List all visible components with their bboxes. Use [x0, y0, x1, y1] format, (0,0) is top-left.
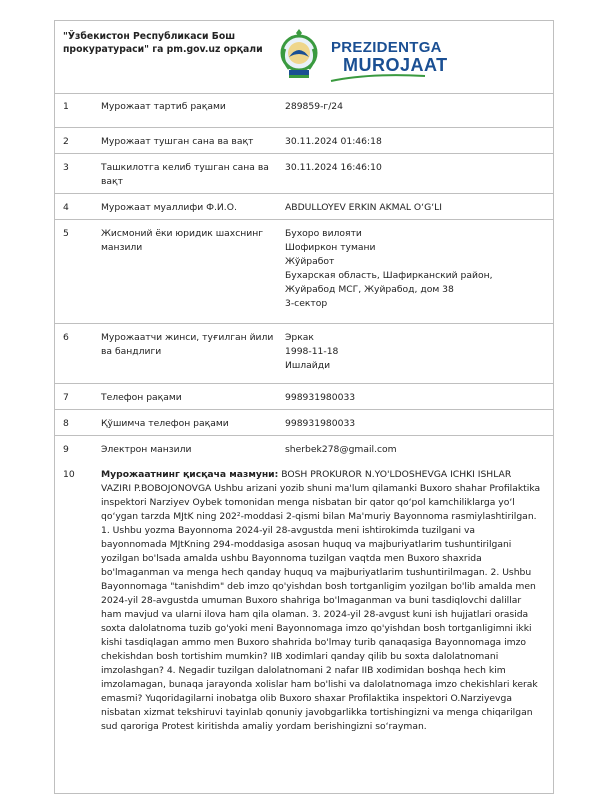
row-number: 2 [55, 127, 95, 153]
row-label: Мурожаат тушган сана ва вақт [95, 127, 285, 153]
table-row [55, 93, 553, 127]
table-row [55, 383, 553, 409]
appeal-document [54, 20, 554, 794]
appeal-details-table [55, 93, 553, 738]
state-emblem-icon [277, 29, 321, 83]
summary-label: Мурожаатнинг қисқача мазмуни: [101, 468, 279, 480]
row-value-line: Эркак [285, 331, 314, 343]
row-value [285, 127, 553, 153]
row-value [285, 323, 553, 383]
row-label: Мурожаатчи жинси, туғилган йили ва бандлиги [95, 323, 285, 383]
row-value [285, 93, 553, 127]
row-number: 4 [55, 193, 95, 219]
row-value [285, 383, 553, 409]
row-label: Жисмоний ёки юридик шахснинг манзили [95, 219, 285, 323]
row-number: 6 [55, 323, 95, 383]
summary-text: BOSH PROKUROR N.YO'LDOSHEVGA ICHKI ISHLAR VAZIRI P.BOBOJONOVGA Ushbu arizani yozib shuni ma'lum qilamanki Buxoro shahar Profilaktika inspektori Narziyev Oybek tomonidan menga nisbatan bir qator qo‘pol kamchiliklarga yo‘l qo‘ygan tarzda MJtK ning 202²-moddasi 2-qismi bilan Ma'muriy Bayonnoma rasmiylashtirilgan. 1. Ushbu yozma Bayonnoma 2024-yil 28-avgustda meni ishtirokimda tuzilgani va bayonnomada MJtKning 294-moddasiga asosan huquq va majburiyatlarim tushuntirilgani yozilgan bo'lsada amalda ushbu Bayonnoma tuzilgan vaqtda men Buxoro shaxrida bo'lmaganman va menga hech qanday huquq va majburiyatlarim tushuntirilmagan. 2. Ushbu Bayonnomaga "tanishdim" deb imzo qo'yishdan bosh tortganligim yozilgan bo'lib amalda men 2024-yil 28-avgustda umuman Buxoro shahriga bo'lmaganman va buni tasdiqlovchi dalillar ham mavjud va ularni ilova ham qila olaman. 3. 2024-yil 28-avgust kuni ish hujjatlari orasida soxta dalolatnoma tuzib go'yoki meni Bayonnomaga imzo qo'yishdan bosh tortganligimni ikki kishi tasdiqlagan ammo men Buxoro shahrida bo'lmay turib qanaqasiga Bayonnomaga imzo chekishdan bosh tortishim mumkin? IIB xodimlari qanday qilib bu soxta dalolatnomani imzolashgan? 4. Negadir tuzilgan dalolatnomani 2 nafar IIB xodimidan boshqa hech kim imzolamagan, bunaqa jarayonda xolislar ham bo'lishi va dalolatnomaga imzo chekishlari kerak emasmi? Yuqoridagilarni inobatga olib Buxoro shaxar Profilaktika inspektori O.Narziyevga nisbatan xizmat tekshiruvi tayinlab qonuniy javobgarlikka tortishingizni va menga chiqarilgan sud qaroriga Protest kiritishda amaliy yordam berishingizni so‘rayman. [101, 468, 541, 732]
row-label: Мурожаат тартиб рақами [95, 93, 285, 127]
table-row-summary [55, 461, 553, 738]
row-value-line: Бухоро вилояти [285, 227, 362, 239]
row-number: 8 [55, 409, 95, 435]
row-value-line: 289859-г/24 [285, 101, 344, 112]
row-value [285, 409, 553, 435]
row-value-line: Ишлайди [285, 359, 331, 371]
row-number: 5 [55, 219, 95, 323]
row-value [285, 219, 553, 323]
summary-cell [95, 461, 553, 738]
row-number: 10 [63, 468, 75, 480]
logo-swoosh-icon [329, 73, 427, 83]
row-label: Қўшимча телефон рақами [95, 409, 285, 435]
row-value-line: ABDULLOYEV ERKIN AKMAL O‘G‘LI [285, 201, 442, 213]
logo-text-murojaat: MUROJAAT [343, 55, 448, 75]
table-row [55, 219, 553, 323]
table-row [55, 153, 553, 193]
row-value-line: Бухарская область, Шафирканский район, Жуйрабод МСГ, Жуйрабод, дом 38 [285, 269, 493, 295]
logo-text-prezidentga: PREZIDENTGA [331, 39, 442, 56]
row-number: 1 [55, 93, 95, 127]
document-header [55, 21, 553, 94]
row-label: Ташкилотга келиб тушган сана ва вақт [95, 153, 285, 193]
table-row [55, 127, 553, 153]
row-value [285, 193, 553, 219]
table-row [55, 435, 553, 461]
row-number: 9 [63, 443, 69, 455]
table-row [55, 323, 553, 383]
prezidentga-murojaat-logo [277, 29, 448, 89]
row-value-line: 30.11.2024 01:46:18 [285, 135, 382, 147]
row-number: 7 [55, 383, 95, 409]
row-value-line: 3-сектор [285, 297, 328, 309]
row-value [285, 153, 553, 193]
row-value-line: 30.11.2024 16:46:10 [285, 161, 382, 173]
row-value-line: 998931980033 [285, 417, 356, 429]
header-title: "Ўзбекистон Республикаси Бош прокуратураси" га pm.gov.uz орқали [63, 31, 263, 55]
row-number: 3 [55, 153, 95, 193]
row-value-line: sherbek278@gmail.com [285, 443, 397, 455]
row-label: Мурожаат муаллифи Ф.И.О. [95, 193, 285, 219]
table-row [55, 409, 553, 435]
row-value-line: 998931980033 [285, 391, 356, 403]
row-value-line: Шофиркон тумани [285, 241, 376, 253]
row-value [285, 435, 553, 461]
row-value-line: Жўйработ [285, 255, 335, 267]
row-value-line: 1998-11-18 [285, 345, 339, 357]
row-label: Телефон рақами [95, 383, 285, 409]
row-label: Электрон манзили [101, 443, 192, 455]
table-row [55, 193, 553, 219]
